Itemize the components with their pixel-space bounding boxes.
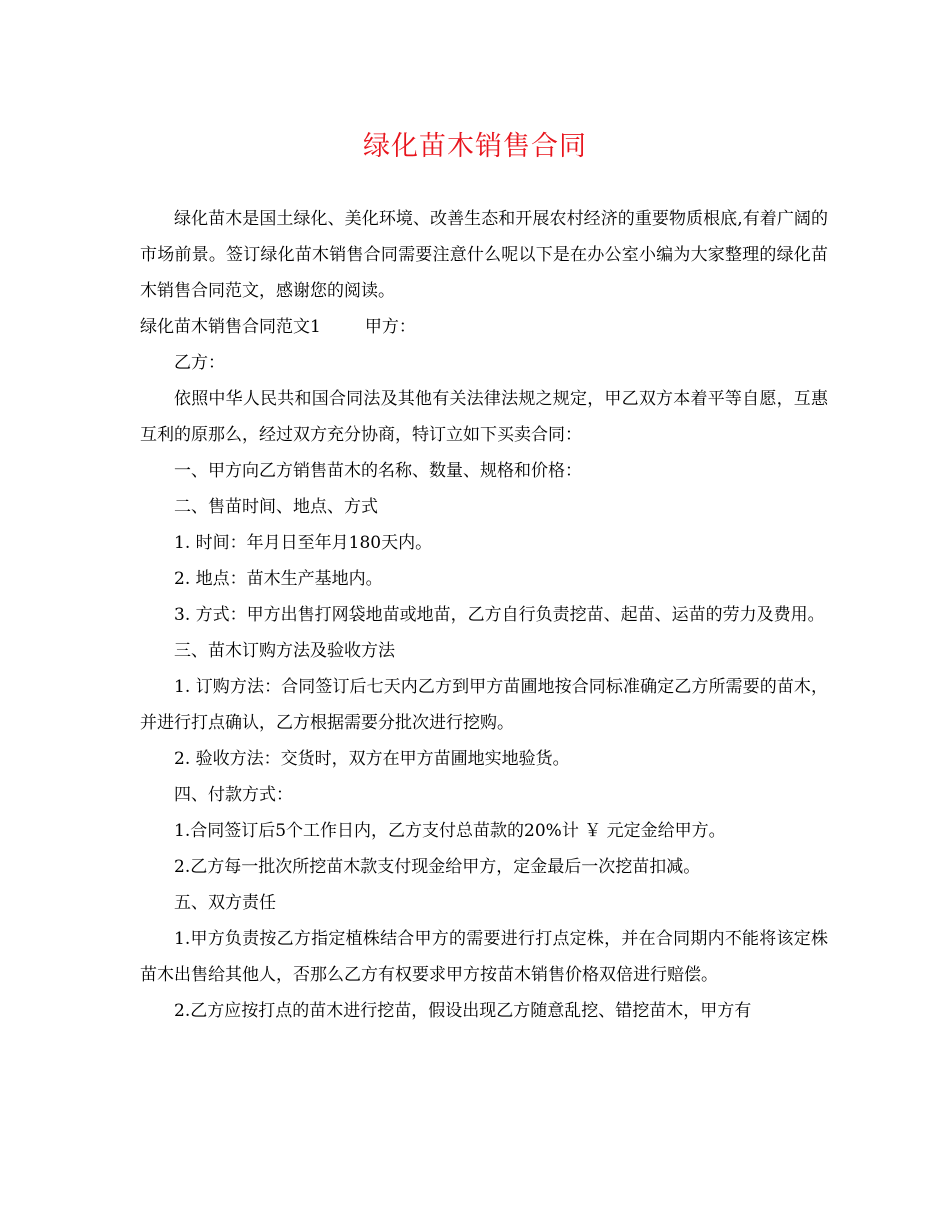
intro-paragraph: 绿化苗木是国土绿化、美化环境、改善生态和开展农村经济的重要物质根底,有着广阔的市场前景。签订绿化苗木销售合同需要注意什么呢以下是在办公室小编为大家整理的绿化苗木销售合同范文，感谢您的阅读。 xyxy=(140,209,828,301)
preamble-paragraph: 依照中华人民共和国合同法及其他有关法律法规之规定，甲乙双方本着平等自愿，互惠互利的原那么，经过双方充分协商，特订立如下买卖合同： xyxy=(140,389,828,445)
section-2-heading: 二、售苗时间、地点、方式 xyxy=(174,497,378,517)
party-a-label: 甲方： xyxy=(364,317,416,337)
section-4-item-1: 1.合同签订后5个工作日内，乙方支付总苗款的20%计 ￥ 元定金给甲方。 xyxy=(174,821,726,841)
section-3-heading: 三、苗木订购方法及验收方法 xyxy=(174,641,395,661)
section-2-item-1: 1. 时间：年月日至年月180天内。 xyxy=(174,533,433,553)
section-5-item-2: 2.乙方应按打点的苗木进行挖苗，假设出现乙方随意乱挖、错挖苗木，甲方有 xyxy=(174,1001,752,1021)
section-3-item-1: 1. 订购方法：合同签订后七天内乙方到甲方苗圃地按合同标准确定乙方所需要的苗木，并进行打点确认，乙方根据需要分批次进行挖购。 xyxy=(140,677,828,733)
section-1-heading: 一、甲方向乙方销售苗木的名称、数量、规格和价格： xyxy=(174,461,582,481)
section-2-item-2: 2. 地点：苗木生产基地内。 xyxy=(174,569,383,589)
section-5-heading: 五、双方责任 xyxy=(174,893,276,913)
sample-heading-line xyxy=(140,309,828,345)
section-2-item-3: 3. 方式：甲方出售打网袋地苗或地苗，乙方自行负责挖苗、起苗、运苗的劳力及费用。 xyxy=(174,605,825,625)
section-4-heading: 四、付款方式： xyxy=(174,785,293,805)
document-title: 绿化苗木销售合同 xyxy=(363,131,587,162)
section-5-item-1: 1.甲方负责按乙方指定植株结合甲方的需要进行打点定株，并在合同期内不能将该定株苗木出售给其他人，否那么乙方有权要求甲方按苗木销售价格双倍进行赔偿。 xyxy=(140,929,828,985)
document-body xyxy=(140,201,828,1029)
party-b-label: 乙方： xyxy=(174,353,225,373)
section-3-item-2: 2. 验收方法：交货时，双方在甲方苗圃地实地验货。 xyxy=(174,749,570,769)
section-4-item-2: 2.乙方每一批次所挖苗木款支付现金给甲方，定金最后一次挖苗扣减。 xyxy=(174,857,701,877)
sample-heading: 绿化苗木销售合同范文1 xyxy=(140,317,321,337)
